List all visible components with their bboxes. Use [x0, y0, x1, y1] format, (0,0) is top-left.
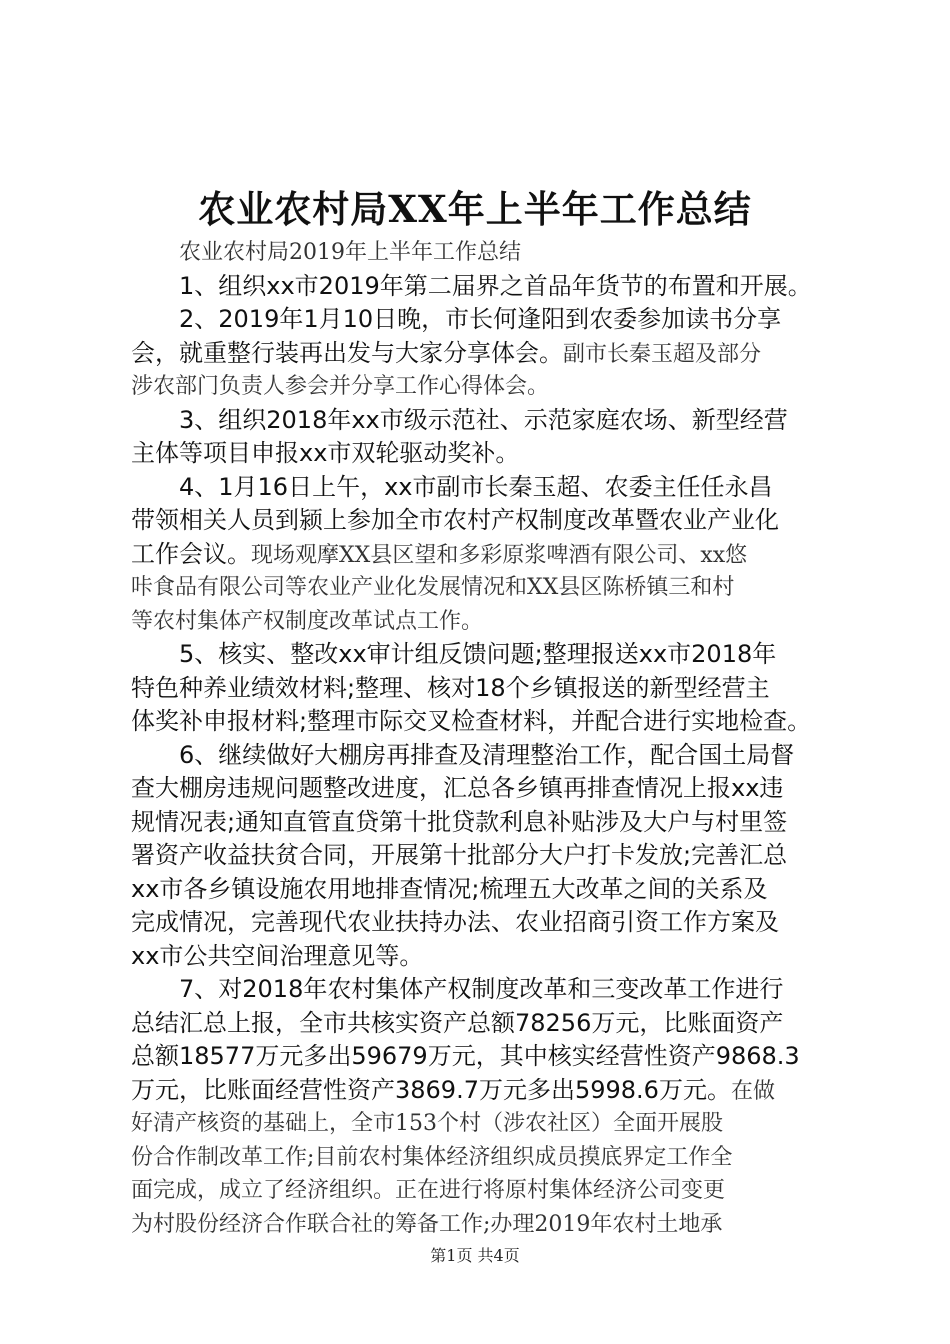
text-line: 署资产收益扶贫合同，开展第十批部分大户打卡发放;完善汇总 — [131, 841, 788, 869]
text-line: 为村股份经济合作联合社的筹备工作;办理2019年农村土地承 — [131, 1211, 723, 1237]
text-line: 7、对2018年农村集体产权制度改革和三变改革工作进行 — [179, 975, 784, 1003]
document-title: 农业农村局XX年上半年工作总结 — [198, 187, 752, 231]
text-line: 面完成，成立了经济组织。正在进行将原村集体经济公司变更 — [131, 1178, 726, 1203]
text-line: 主体等项目申报xx市双轮驱动奖补。 — [131, 439, 520, 467]
text-line: 总额18577万元多出59679万元，其中核实经营性资产9868.3 — [131, 1042, 800, 1070]
text-line: 规情况表;通知直管直贷第十批贷款利息补贴涉及大户与村里签 — [131, 807, 788, 836]
text-line: 涉农部门负责人参会并分享工作心得体会。 — [131, 374, 550, 399]
text-line — [131, 1074, 839, 1108]
text-line: 特色种养业绩效材料;整理、核对18个乡镇报送的新型经营主 — [131, 673, 770, 702]
text-line — [131, 538, 839, 572]
text-line — [131, 337, 839, 371]
text-line: 体奖补申报材料;整理市际交叉检查材料，并配合进行实地检查。 — [131, 707, 812, 735]
text-line: 农业农村局2019年上半年工作总结 — [179, 240, 521, 265]
text-line: 4、1月16日上午，xx市副市长秦玉超、农委主任任永昌 — [179, 472, 773, 501]
text-segment: 副市长秦玉超及部分 — [563, 341, 762, 367]
text-segment: 会，就重整行装再出发与大家分享体会。 — [131, 338, 563, 367]
text-line: 2、2019年1月10日晚，市长何逢阳到农委参加读书分享 — [179, 305, 782, 333]
text-segment: 现场观摩XX县区望和多彩原浆啤酒有限公司、xx悠 — [251, 542, 748, 568]
text-line: 总结汇总上报，全市共核实资产总额78256万元，比账面资产 — [131, 1008, 784, 1037]
text-line: 查大棚房违规问题整改进度，汇总各乡镇再排查情况上报xx违 — [131, 774, 784, 802]
text-line: 5、核实、整改xx审计组反馈问题;整理报送xx市2018年 — [179, 640, 777, 668]
text-line: 好清产核资的基础上，全市153个村（涉农社区）全面开展股 — [131, 1111, 723, 1136]
text-line: 带领相关人员到颍上参加全市农村产权制度改革暨农业产业化 — [131, 506, 779, 534]
text-line: 等农村集体产权制度改革试点工作。 — [131, 608, 484, 634]
text-segment: 在做 — [730, 1078, 775, 1104]
text-line: 完成情况，完善现代农业扶持办法、农业招商引资工作方案及 — [131, 908, 779, 936]
text-line: 份合作制改革工作;目前农村集体经济组织成员摸底界定工作全 — [131, 1144, 733, 1170]
text-line: 1、组织xx市2019年第二届界之首品年货节的布置和开展。 — [179, 271, 812, 300]
text-line: xx市各乡镇设施农用地排查情况;梳理五大改革之间的关系及 — [131, 874, 768, 903]
text-line: 咔食品有限公司等农业产业化发展情况和XX县区陈桥镇三和村 — [131, 575, 735, 600]
text-line: 6、继续做好大棚房再排查及清理整治工作，配合国土局督 — [179, 740, 795, 769]
document-body — [131, 236, 839, 1241]
page-number: 第1页 共4页 — [430, 1246, 520, 1265]
text-segment: 万元，比账面经营性资产3869.7万元多出5998.6万元。 — [131, 1075, 731, 1104]
text-line: xx市公共空间治理意见等。 — [131, 941, 424, 970]
text-line: 3、组织2018年xx市级示范社、示范家庭农场、新型经营 — [179, 405, 788, 434]
text-segment: 工作会议。 — [131, 539, 251, 568]
